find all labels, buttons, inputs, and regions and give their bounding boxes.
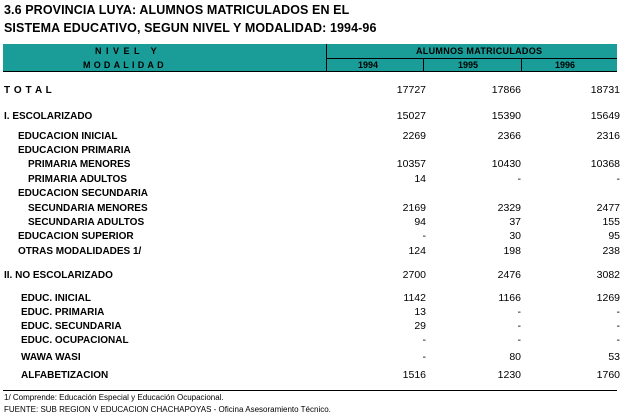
value-1994: 124 (408, 245, 426, 257)
row-label: T O T A L (4, 85, 53, 96)
value-1996: - (616, 173, 620, 185)
value-1994: - (422, 230, 426, 242)
table-row (0, 292, 621, 305)
value-1994: 1142 (403, 292, 426, 304)
value-1995: 17866 (491, 84, 521, 96)
table-row (0, 230, 621, 243)
value-1995: 80 (509, 351, 521, 363)
value-1994: 17727 (396, 84, 426, 96)
table-row (0, 158, 621, 171)
row-label: EDUC. SECUNDARIA (21, 321, 122, 332)
table-row (0, 351, 621, 364)
row-label: OTRAS MODALIDADES 1/ (18, 246, 142, 257)
table-row (0, 202, 621, 215)
value-1995: 10430 (491, 158, 521, 170)
header-year-1994: 1994 (358, 60, 379, 70)
value-1995: - (517, 334, 521, 346)
value-1995: 2476 (497, 269, 521, 281)
value-1996: 53 (608, 351, 620, 363)
value-1994: 94 (414, 216, 426, 228)
header-divider (423, 58, 424, 72)
value-1995: 30 (509, 230, 521, 242)
row-label: II. NO ESCOLARIZADO (4, 270, 113, 281)
row-label: I. ESCOLARIZADO (4, 111, 93, 122)
table-row (0, 144, 621, 157)
value-1994: 13 (414, 306, 426, 318)
table-row (0, 84, 621, 97)
value-1994: 14 (414, 173, 426, 185)
value-1996: 3082 (596, 269, 620, 281)
row-label: EDUC. PRIMARIA (21, 307, 105, 318)
value-1995: 15390 (491, 110, 521, 122)
row-label: EDUC. OCUPACIONAL (21, 335, 129, 346)
value-1996: 10368 (590, 158, 620, 170)
value-1996: 155 (602, 216, 620, 228)
row-label: EDUCACION SUPERIOR (18, 231, 134, 242)
value-1996: - (616, 334, 620, 346)
value-1994: 10357 (396, 158, 426, 170)
value-1994: 2269 (402, 130, 426, 142)
row-label: PRIMARIA MENORES (28, 159, 131, 170)
value-1994: - (422, 334, 426, 346)
table-title-line-2: SISTEMA EDUCATIVO, SEGUN NIVEL Y MODALIDAD: 1994-96 (4, 21, 377, 35)
table-row (0, 245, 621, 258)
header-divider (521, 58, 522, 72)
value-1996: 1269 (596, 292, 620, 304)
value-1996: 18731 (590, 84, 620, 96)
table-row (0, 320, 621, 333)
value-1995: 2366 (497, 130, 521, 142)
table-row (0, 269, 621, 282)
row-label: EDUCACION INICIAL (18, 131, 118, 142)
table-row (0, 110, 621, 123)
value-1996: 2316 (596, 130, 620, 142)
table-row (0, 173, 621, 186)
value-1996: - (616, 306, 620, 318)
value-1994: 2169 (402, 202, 426, 214)
value-1995: - (517, 320, 521, 332)
value-1995: 198 (503, 245, 521, 257)
header-divider (3, 71, 617, 72)
value-1995: 1166 (498, 292, 521, 304)
row-label: ALFABETIZACION (21, 370, 109, 381)
table-header (3, 44, 617, 72)
value-1995: 37 (509, 216, 521, 228)
value-1995: - (517, 306, 521, 318)
header-nivel: NIVEL Y (95, 46, 162, 56)
value-1994: 29 (414, 320, 426, 332)
value-1996: 238 (602, 245, 620, 257)
header-year-1995: 1995 (458, 60, 479, 70)
row-label: SECUNDARIA ADULTOS (28, 217, 145, 228)
row-label: SECUNDARIA MENORES (28, 203, 148, 214)
value-1995: 2329 (497, 202, 521, 214)
row-label: EDUC. INICIAL (21, 293, 91, 304)
row-label: WAWA WASI (21, 352, 81, 363)
header-modalidad: MODALIDAD (83, 60, 167, 70)
value-1996: 2477 (596, 202, 620, 214)
table-title-line-1: 3.6 PROVINCIA LUYA: ALUMNOS MATRICULADOS EN EL (4, 3, 350, 17)
table-row (0, 216, 621, 229)
footnote: 1/ Comprende: Educación Especial y Educación Ocupacional. (4, 393, 224, 402)
value-1994: 1516 (402, 369, 426, 381)
table-row (0, 187, 621, 200)
value-1996: 95 (608, 230, 620, 242)
table-row (0, 334, 621, 347)
row-label: EDUCACION SECUNDARIA (18, 188, 149, 199)
value-1996: - (616, 320, 620, 332)
header-alumnos-matriculados: ALUMNOS MATRICULADOS (416, 46, 543, 56)
source-note: FUENTE: SUB REGION V EDUCACION CHACHAPOYAS - Oficina Asesoramiento Técnico. (4, 405, 331, 414)
table-row (0, 369, 621, 382)
row-label: PRIMARIA ADULTOS (28, 174, 127, 185)
table-row (0, 306, 621, 319)
value-1994: - (422, 351, 426, 363)
table-row (0, 130, 621, 143)
value-1994: 15027 (396, 110, 426, 122)
value-1996: 1760 (596, 369, 620, 381)
value-1995: - (517, 173, 521, 185)
value-1995: 1230 (497, 369, 521, 381)
header-year-1996: 1996 (555, 60, 576, 70)
table-bottom-rule (3, 390, 617, 391)
value-1996: 15649 (590, 110, 620, 122)
header-divider (326, 58, 617, 59)
value-1994: 2700 (402, 269, 426, 281)
row-label: EDUCACION PRIMARIA (18, 145, 131, 156)
